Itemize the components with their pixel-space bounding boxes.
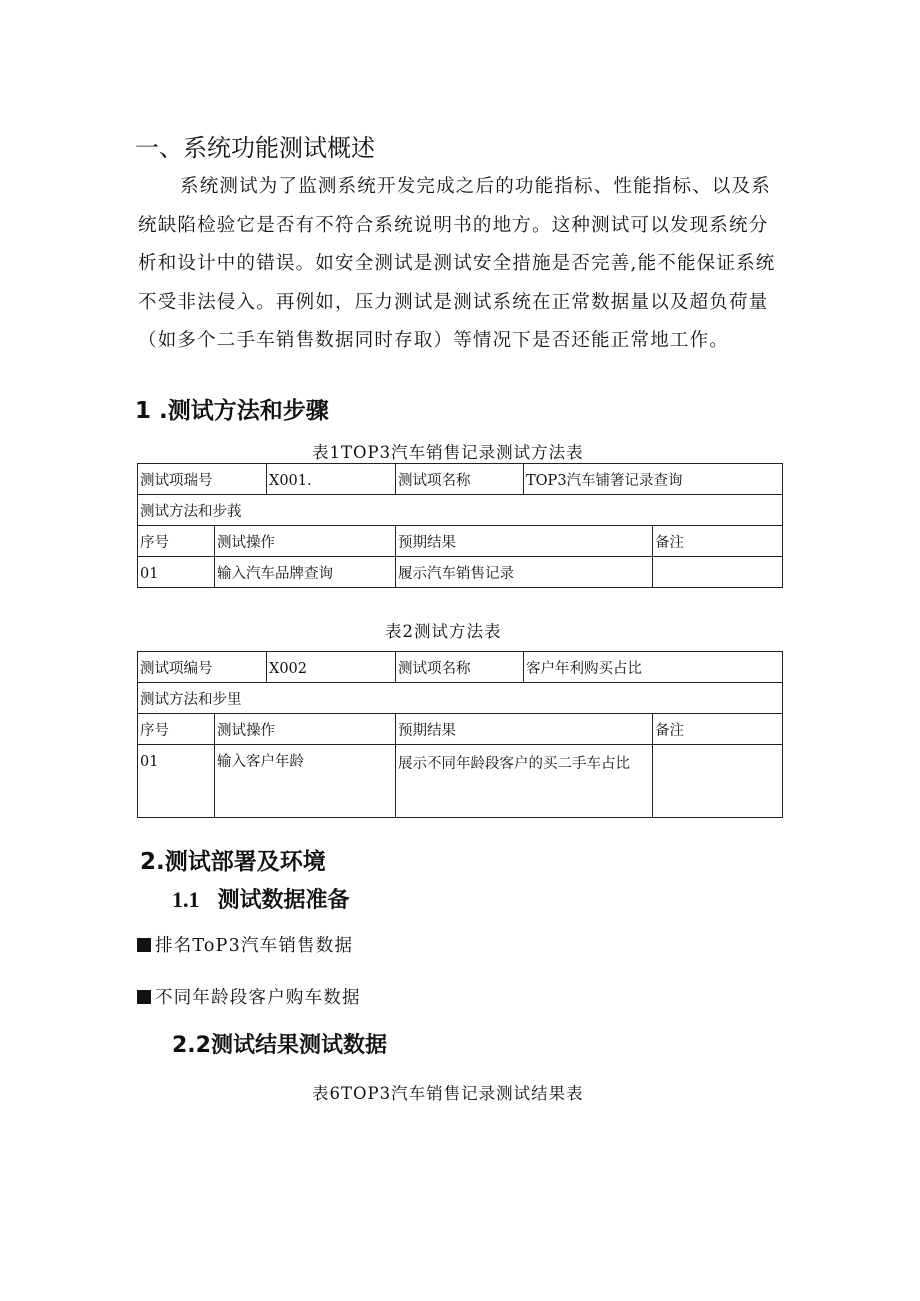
list-item — [137, 984, 361, 1009]
square-bullet-icon — [137, 938, 151, 952]
list-item-text: 不同年龄段客户购车数据 — [155, 988, 361, 1008]
table2-cell-expected: 展示不同年龄段客户的买二手车占比 — [396, 745, 653, 818]
table-row — [138, 745, 783, 818]
subsection-title-text: 测试数据准备 — [217, 888, 350, 913]
square-bullet-icon — [137, 990, 151, 1004]
subsection-title-data-prep — [172, 883, 350, 914]
table2-cell-note — [653, 745, 783, 818]
table2-header-note: 备注 — [653, 714, 783, 745]
table1 — [137, 463, 783, 588]
table2-cell-seq: 01 — [138, 745, 215, 818]
table2-name-label: 测试项名称 — [396, 652, 524, 683]
table2-header-expected: 预期结果 — [396, 714, 653, 745]
table-header-row — [138, 526, 783, 557]
table1-method-label: 测试方法和步莪 — [138, 495, 783, 526]
table-row — [138, 557, 783, 588]
table-row — [138, 652, 783, 683]
overview-paragraph — [138, 168, 788, 361]
paragraph-line: 系统测试为了监测系统开发完成之后的功能指标、性能指标、以及系 — [180, 176, 772, 197]
table6-caption: 表6TOP3汽车销售记录测试结果表 — [312, 1084, 584, 1103]
table2-method-label: 测试方法和步里 — [138, 683, 783, 714]
paragraph-line: 统缺陷检验它是否有不符合系统说明书的地方。这种测试可以发现系统分 — [138, 214, 769, 236]
paragraph-line: 不受非法侵入。再例如，压力测试是测试系统在正常数据量以及超负荷量 — [138, 291, 769, 313]
section-title-methods: 1 .测试方法和步骤 — [135, 398, 329, 424]
table1-header-seq: 序号 — [138, 526, 215, 557]
table2-caption: 表2测试方法表 — [385, 622, 502, 641]
subsection-number: 1.1 — [172, 887, 200, 912]
table1-name-value: TOP3汽车铺箸记录查询 — [524, 464, 783, 495]
section-title-deployment: 2.测试部署及环境 — [140, 849, 326, 875]
table2-header-seq: 序号 — [138, 714, 215, 745]
table1-name-label: 测试项名称 — [396, 464, 524, 495]
table1-header-operation: 测试操作 — [215, 526, 396, 557]
table1-cell-operation: 输入汽车品牌查询 — [215, 557, 396, 588]
list-item-text: 排名ToP3汽车销售数据 — [155, 936, 354, 956]
table2-name-value: 客户年利购买占比 — [524, 652, 783, 683]
paragraph-line: 析和设计中的错误。如安全测试是测试安全措施是否完善,能不能保证系统 — [138, 253, 776, 274]
table1-id-value: X001. — [267, 464, 396, 495]
table1-caption: 表1TOP3汽车销售记录测试方法表 — [312, 443, 584, 462]
table2-header-operation: 测试操作 — [215, 714, 396, 745]
paragraph-line: （如多个二手车销售数据同时存取）等情况下是否还能正常地工作。 — [138, 330, 730, 351]
table1-header-note: 备注 — [653, 526, 783, 557]
table-header-row — [138, 714, 783, 745]
table2-id-label: 测试项编号 — [138, 652, 267, 683]
table-row — [138, 683, 783, 714]
table1-cell-expected: 履示汽车销售记录 — [396, 557, 653, 588]
table-row — [138, 495, 783, 526]
table1-id-label: 测试项瑞号 — [138, 464, 267, 495]
table1-header-expected: 预期结果 — [396, 526, 653, 557]
table2-id-value: X002 — [267, 652, 396, 683]
table2-cell-operation: 输入客户年龄 — [215, 745, 396, 818]
section-title-overview: 一、系统功能测试概述 — [135, 134, 375, 162]
table1-cell-seq: 01 — [138, 557, 215, 588]
list-item — [137, 932, 353, 957]
table1-cell-note — [653, 557, 783, 588]
table2 — [137, 651, 783, 818]
table-row — [138, 464, 783, 495]
subsection-title-results: 2.2测试结果测试数据 — [172, 1033, 387, 1058]
